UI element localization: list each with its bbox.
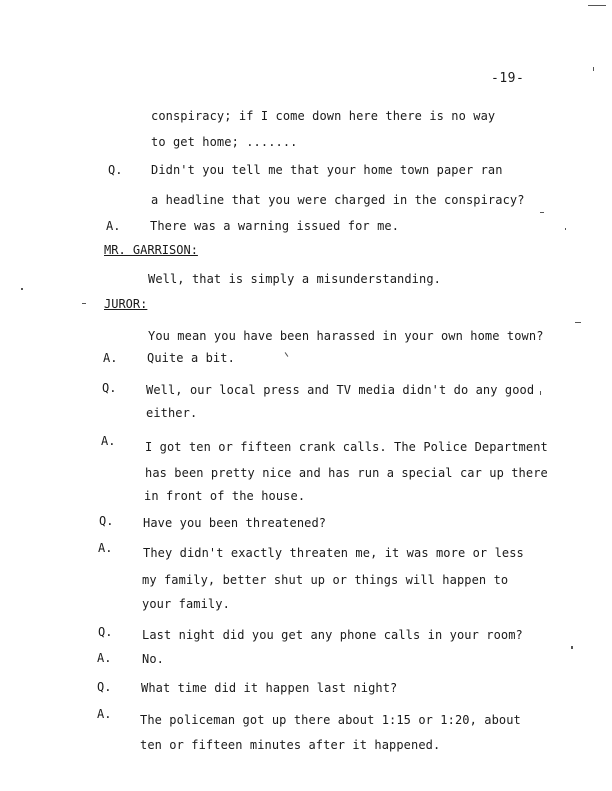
question-label: Q. — [97, 680, 112, 694]
answer-label: A. — [98, 541, 113, 555]
answer-text: I got ten or fifteen crank calls. The Police Department — [145, 440, 548, 454]
juror-question-text: You mean you have been harassed in your own home town? — [148, 329, 544, 343]
question-label: Q. — [108, 163, 123, 177]
question-text: Have you been threatened? — [143, 516, 327, 530]
scan-artifact — [593, 67, 594, 71]
question-text: Well, our local press and TV media didn't do any good — [146, 383, 535, 397]
scan-artifact — [575, 322, 581, 323]
answer-text: There was a warning issued for me. — [150, 219, 400, 233]
speaker-heading-mr-garrison: MR. GARRISON: — [104, 243, 198, 257]
scan-artifact — [540, 212, 544, 213]
scan-artifact — [21, 288, 23, 290]
scan-artifact — [82, 303, 86, 304]
transcript-line-continuation: in front of the house. — [144, 489, 306, 503]
transcript-line-continuation: has been pretty nice and has run a special car up there — [145, 466, 548, 480]
scan-artifact — [540, 391, 541, 395]
answer-text: The policeman got up there about 1:15 or 1:20, about — [140, 713, 521, 727]
scan-artifact — [565, 228, 566, 230]
answer-label: A. — [106, 219, 121, 233]
transcript-line-continuation: ten or fifteen minutes after it happened. — [140, 738, 441, 752]
scan-artifact — [588, 5, 606, 6]
question-label: Q. — [102, 381, 117, 395]
question-text: Didn't you tell me that your home town paper ran — [151, 163, 503, 177]
transcript-line-continuation: my family, better shut up or things will happen to — [142, 573, 509, 587]
question-label: Q. — [98, 625, 113, 639]
question-label: Q. — [99, 514, 114, 528]
transcript-line-continuation: either. — [146, 406, 198, 420]
page-number: -19- — [491, 71, 525, 86]
answer-label: A. — [97, 651, 112, 665]
scan-artifact — [571, 646, 573, 649]
speaker-heading-juror: JUROR: — [104, 297, 148, 311]
answer-label: A. — [101, 434, 116, 448]
statement-text: Well, that is simply a misunderstanding. — [148, 272, 441, 286]
answer-label: A. — [97, 707, 112, 721]
transcript-line-continuation: conspiracy; if I come down here there is no way — [151, 109, 496, 123]
answer-text: Quite a bit. — [147, 351, 235, 365]
answer-text: They didn't exactly threaten me, it was more or less — [143, 546, 524, 560]
answer-label: A. — [103, 351, 118, 365]
transcript-line-continuation: to get home; ....... — [151, 135, 298, 149]
scan-artifact — [285, 352, 289, 357]
question-text: What time did it happen last night? — [141, 681, 398, 695]
answer-text: No. — [142, 652, 164, 666]
transcript-line-continuation: your family. — [142, 597, 230, 611]
question-text: Last night did you get any phone calls in your room? — [142, 628, 523, 642]
transcript-line-continuation: a headline that you were charged in the conspiracy? — [151, 193, 525, 207]
